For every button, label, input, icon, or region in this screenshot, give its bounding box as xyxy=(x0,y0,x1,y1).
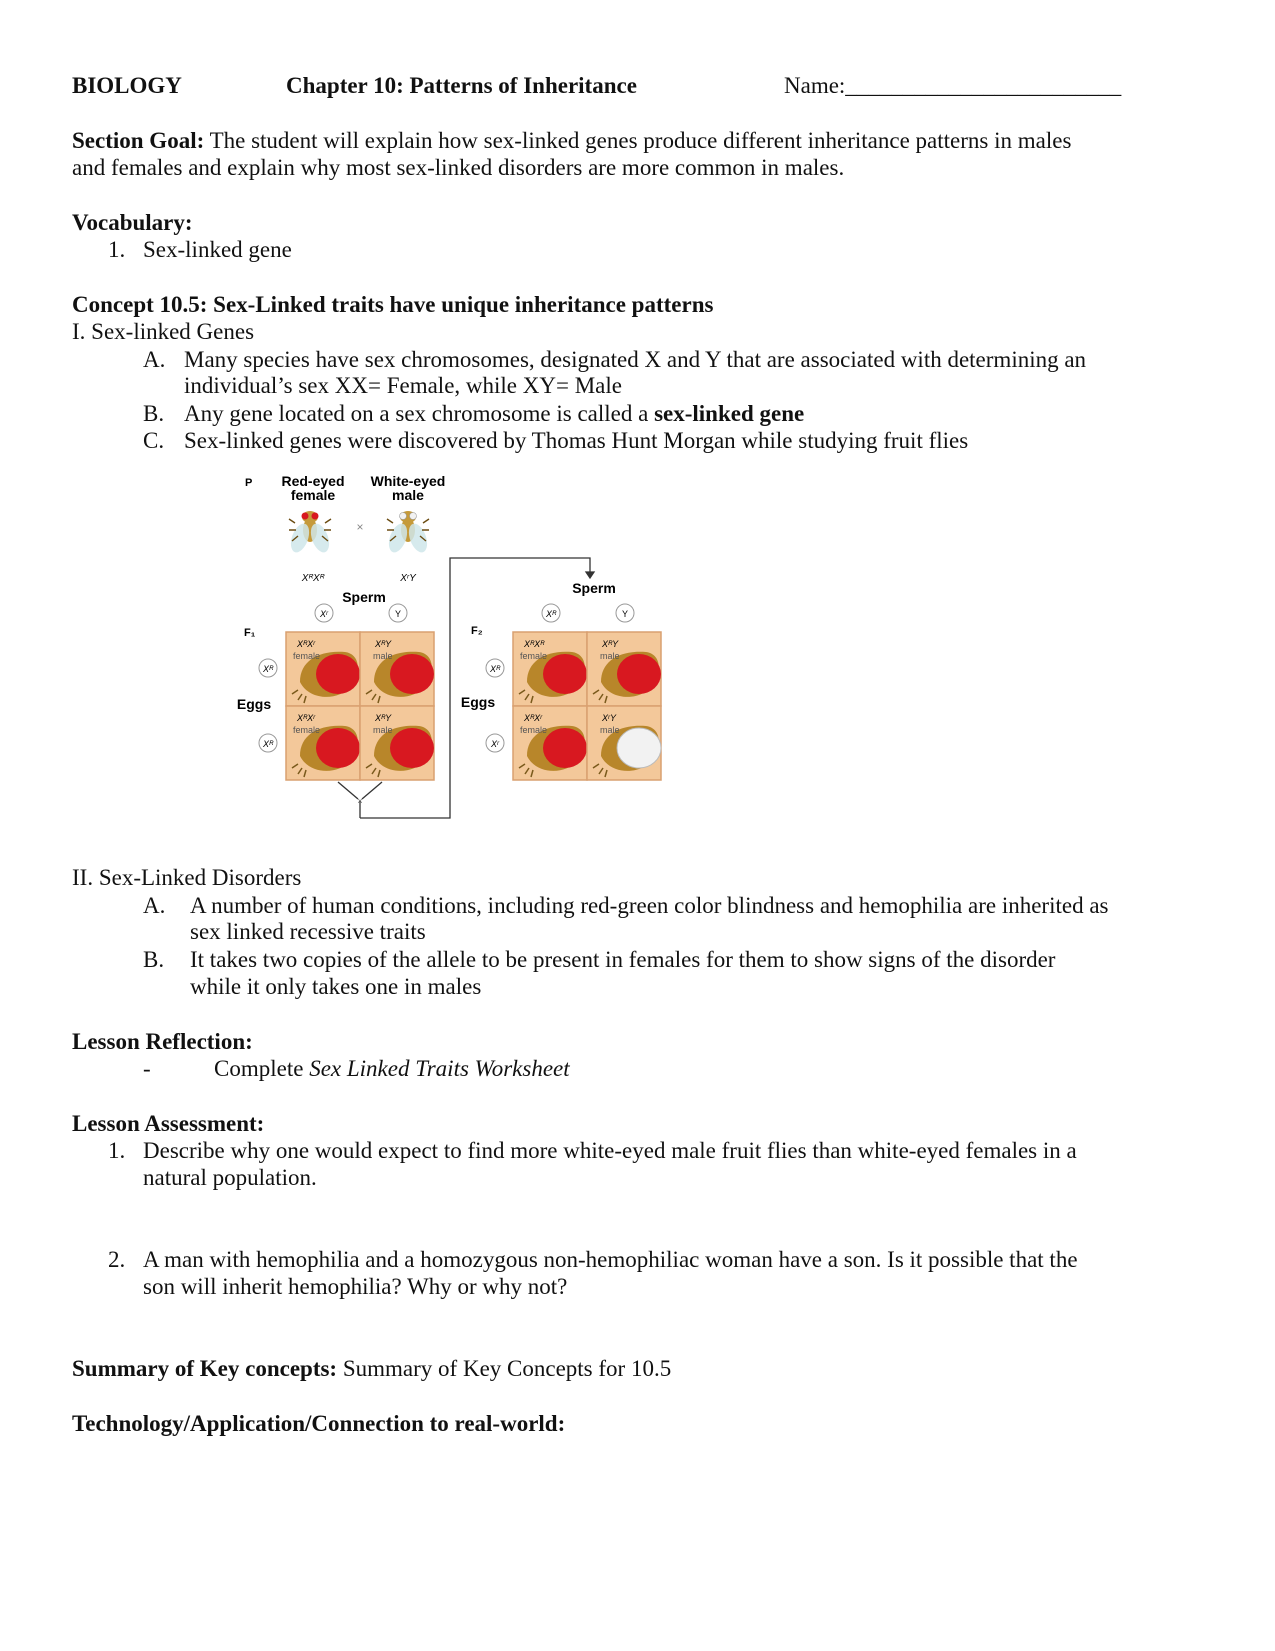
subject-label: BIOLOGY xyxy=(72,73,182,98)
cross-symbol: × xyxy=(356,520,364,534)
red-eyed-female-label-2: female xyxy=(290,487,336,503)
item-letter: A. xyxy=(143,347,166,372)
f2-cell xyxy=(513,632,587,706)
section-2-title: II. Sex-Linked Disorders xyxy=(72,865,302,890)
vocabulary-item-number: 1. xyxy=(108,237,126,262)
svg-text:XᴿXʳ: XᴿXʳ xyxy=(297,713,316,723)
svg-text:XᴿY: XᴿY xyxy=(602,639,619,649)
svg-text:Xᴿ: Xᴿ xyxy=(262,739,274,749)
f1-cross-symbol: × xyxy=(357,796,363,806)
white-eyed-male-label: White-eyed xyxy=(370,473,446,489)
f2-sperm-label: Sperm xyxy=(572,580,616,596)
svg-text:female: female xyxy=(520,725,548,735)
svg-text:female: female xyxy=(293,651,321,661)
f1-cell xyxy=(286,706,360,780)
item-letter: C. xyxy=(143,428,165,453)
morgan-cross-figure xyxy=(230,466,670,826)
p-generation-label: P xyxy=(245,477,253,489)
f2-cell xyxy=(513,706,587,780)
summary-line: Summary of Key concepts: Summary of Key Concepts for 10.5 xyxy=(72,1356,672,1381)
svg-text:male: male xyxy=(600,725,620,735)
svg-text:XᴿXʳ: XᴿXʳ xyxy=(524,713,543,723)
f1-cell xyxy=(360,632,434,706)
vocabulary-heading: Vocabulary: xyxy=(72,210,193,235)
question-text: son will inherit hemophilia? Why or why not? xyxy=(143,1274,568,1299)
svg-text:XʳY: XʳY xyxy=(602,713,616,723)
svg-text:male: male xyxy=(373,651,393,661)
f1-cell xyxy=(286,632,360,706)
item-text: while it only takes one in males xyxy=(190,974,482,999)
item-text: A number of human conditions, including red-green color blindness and hemophilia are inherited as xyxy=(190,893,1109,918)
question-text: A man with hemophilia and a homozygous non-hemophiliac woman have a son. Is it possible that the xyxy=(143,1247,1078,1272)
female-genotype: XᴿXᴿ xyxy=(301,573,325,584)
reflection-dash: - xyxy=(143,1056,151,1081)
f1-generation-label: F₁ xyxy=(244,627,256,639)
svg-text:Xᴿ: Xᴿ xyxy=(262,664,274,674)
svg-text:female: female xyxy=(520,651,548,661)
svg-text:Xᴿ: Xᴿ xyxy=(489,664,501,674)
f1-cell xyxy=(360,706,434,780)
svg-text:Y: Y xyxy=(394,609,402,619)
item-letter: B. xyxy=(143,947,165,972)
male-genotype: XʳY xyxy=(400,573,416,584)
f1-sperm-label: Sperm xyxy=(342,589,386,605)
lesson-assessment-heading: Lesson Assessment: xyxy=(72,1111,265,1136)
section-goal-line1: Section Goal: The student will explain how sex-linked genes produce different inheritance patterns in males xyxy=(72,128,1072,153)
concept-heading: Concept 10.5: Sex-Linked traits have unique inheritance patterns xyxy=(72,292,714,317)
item-text: It takes two copies of the allele to be present in females for them to show signs of the disorder xyxy=(190,947,1056,972)
svg-text:Xʳ: Xʳ xyxy=(491,739,499,749)
item-letter: B. xyxy=(143,401,165,426)
svg-text:Xᴿ: Xᴿ xyxy=(545,609,557,619)
name-field[interactable]: Name:________________________ xyxy=(784,73,1122,98)
item-text: Many species have sex chromosomes, designated X and Y that are associated with determining an xyxy=(184,347,1087,372)
section-goal-label: Section Goal: xyxy=(72,128,205,153)
white-eyed-male-label-2: male xyxy=(392,487,424,503)
f2-eggs-label: Eggs xyxy=(460,694,496,710)
question-number: 2. xyxy=(108,1247,126,1272)
svg-text:XᴿXᴿ: XᴿXᴿ xyxy=(524,639,545,649)
svg-text:male: male xyxy=(373,725,393,735)
svg-text:XᴿY: XᴿY xyxy=(375,639,392,649)
reflection-text: Complete Sex Linked Traits Worksheet xyxy=(214,1056,570,1081)
f2-generation-label: F₂ xyxy=(471,625,483,637)
summary-label: Summary of Key concepts: xyxy=(72,1356,338,1381)
svg-text:XᴿXʳ: XᴿXʳ xyxy=(297,639,316,649)
sex-linked-gene-term: sex-linked gene xyxy=(654,401,805,426)
item-text: Any gene located on a sex chromosome is called a sex-linked gene xyxy=(184,401,805,426)
worksheet-title: Sex Linked Traits Worksheet xyxy=(309,1056,570,1081)
f1-eggs-label: Eggs xyxy=(236,696,272,712)
f2-punnett-square xyxy=(513,632,661,780)
question-text: natural population. xyxy=(143,1165,317,1190)
f2-cell xyxy=(587,632,661,706)
svg-text:Xʳ: Xʳ xyxy=(320,609,328,619)
item-text: sex linked recessive traits xyxy=(190,919,426,944)
question-number: 1. xyxy=(108,1138,126,1163)
svg-text:Y: Y xyxy=(621,609,629,619)
red-eyed-female-label: Red-eyed xyxy=(281,473,345,489)
svg-text:XᴿY: XᴿY xyxy=(375,713,392,723)
item-letter: A. xyxy=(143,893,166,918)
item-text: Sex-linked genes were discovered by Thomas Hunt Morgan while studying fruit flies xyxy=(184,428,969,453)
svg-text:female: female xyxy=(293,725,321,735)
section-1-title: I. Sex-linked Genes xyxy=(72,319,255,344)
vocabulary-item-text: Sex-linked gene xyxy=(143,237,292,262)
question-text: Describe why one would expect to find more white-eyed male fruit flies than white-eyed females in a xyxy=(143,1138,1077,1163)
f2-cell-white-eyed xyxy=(587,706,661,780)
svg-text:male: male xyxy=(600,651,620,661)
f1-punnett-square xyxy=(286,632,434,780)
lesson-reflection-heading: Lesson Reflection: xyxy=(72,1029,253,1054)
red-eyed-female-fly xyxy=(287,511,332,555)
section-goal-line2: and females and explain why most sex-linked disorders are more common in males. xyxy=(72,155,845,180)
technology-heading: Technology/Application/Connection to real-world: xyxy=(72,1411,566,1436)
chapter-title: Chapter 10: Patterns of Inheritance xyxy=(286,73,637,98)
white-eyed-male-fly xyxy=(385,511,430,555)
item-text: individual’s sex XX= Female, while XY= Male xyxy=(184,373,622,398)
